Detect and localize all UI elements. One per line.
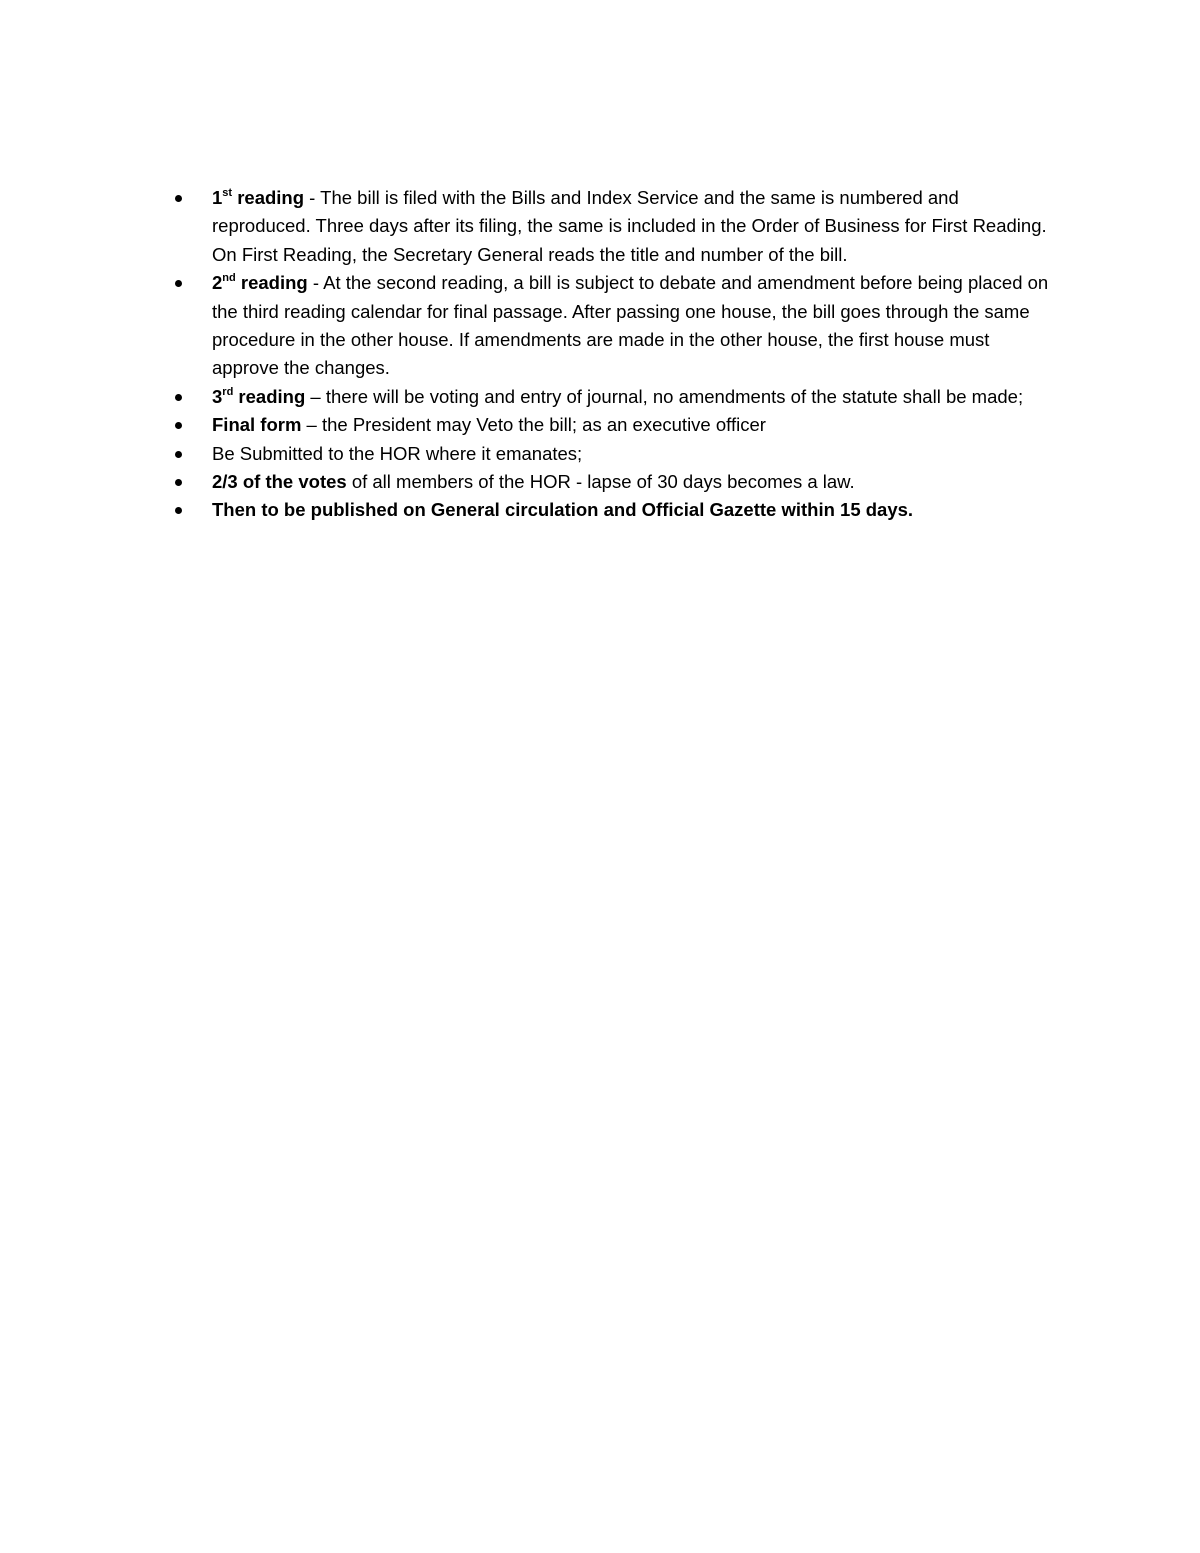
list-item-submitted — [172, 440, 1052, 468]
list-item-third-reading — [172, 383, 1052, 411]
item-body-bold: Then to be published on General circulation and Official Gazette within 15 days. — [212, 499, 914, 521]
bullet-icon — [175, 195, 182, 202]
list-item-two-thirds-votes — [172, 468, 1052, 496]
item-body: of all members of the HOR - lapse of 30 days becomes a law. — [346, 471, 855, 493]
term-ordinal-suffix: nd — [222, 272, 236, 285]
term-ordinal-suffix: st — [222, 186, 233, 199]
bullet-icon — [175, 394, 182, 401]
list-item-first-reading — [172, 184, 1052, 269]
bullet-icon — [175, 507, 182, 514]
term-label: reading — [232, 187, 305, 208]
term-label: reading — [233, 385, 306, 407]
term-number: 3 — [212, 385, 223, 407]
item-body: – the President may Veto the bill; as an executive officer — [301, 414, 766, 436]
item-body: - The bill is filed with the Bills and Index Service and the same is numbered and reproduced. Three days after its filing, the same is included in the Order of Business for First Reading. On First Reading, the Secretary General reads the title and number of the bill. — [212, 187, 1047, 265]
item-term — [212, 386, 305, 407]
item-body: – there will be voting and entry of journal, no amendments of the statute shall be made; — [305, 385, 1024, 407]
bullet-icon — [175, 422, 182, 429]
bullet-list — [172, 184, 1052, 525]
item-term: 2/3 of the votes — [212, 471, 347, 493]
bullet-icon — [175, 479, 182, 486]
item-term: Final form — [212, 414, 302, 436]
term-label: reading — [235, 272, 308, 294]
item-term — [212, 187, 304, 208]
list-item-final-form — [172, 411, 1052, 439]
list-item-publication — [172, 496, 1052, 524]
item-body: - At the second reading, a bill is subject to debate and amendment before being placed on the third reading calendar for final passage. After passing one house, the bill goes through the same procedure in the other house. If amendments are made in the other house, the first house must approve the changes. — [212, 272, 1049, 379]
item-body: Be Submitted to the HOR where it emanates; — [212, 442, 583, 464]
term-number: 1 — [212, 187, 223, 208]
list-item-second-reading — [172, 269, 1052, 383]
term-ordinal-suffix: rd — [222, 385, 234, 398]
bullet-icon — [175, 280, 182, 287]
item-term — [212, 272, 308, 293]
term-number: 2 — [212, 272, 223, 294]
bullet-icon — [175, 451, 182, 458]
